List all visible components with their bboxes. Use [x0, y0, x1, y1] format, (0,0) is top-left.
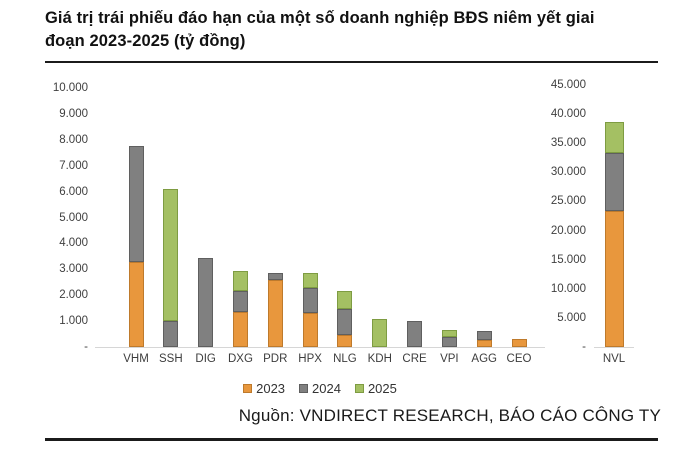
bar-NLG — [337, 291, 352, 347]
axis-baseline-nvl — [594, 347, 634, 348]
y-tick-label-main: 9.000 — [59, 107, 88, 120]
bar-segment-2023-AGG — [477, 340, 492, 347]
y-tick-label-main: 1.000 — [59, 315, 88, 328]
x-tick-label-DXG: DXG — [227, 353, 253, 365]
chart-title: Giá trị trái phiếu đáo hạn của một số doanh nghiệp BĐS niêm yết giai đoạn 2023-2025 (tỷ đồng) — [45, 9, 595, 50]
y-tick-label-main: 8.000 — [59, 133, 88, 146]
legend-swatch-2025 — [355, 384, 364, 393]
bar-segment-2023-DXG — [233, 312, 248, 347]
y-tick-label-main: - — [84, 341, 88, 353]
bar-DIG — [198, 258, 213, 347]
x-tick-label-HPX: HPX — [298, 353, 322, 365]
bar-segment-2024-SSH — [163, 321, 178, 347]
source-note: Nguồn: VNDIRECT RESEARCH, BÁO CÁO CÔNG TY — [238, 406, 661, 425]
bar-segment-2023-NLG — [337, 335, 352, 347]
bar-AGG — [477, 331, 492, 347]
x-tick-label-CEO: CEO — [506, 353, 532, 365]
x-tick-label-NLG: NLG — [333, 353, 357, 365]
x-tick-label-NVL: NVL — [602, 353, 626, 365]
bar-CRE — [407, 321, 422, 347]
bar-segment-2025-HPX — [303, 273, 318, 289]
bar-segment-2024-DXG — [233, 291, 248, 312]
bar-VHM — [129, 146, 144, 347]
bar-segment-2024-NLG — [337, 309, 352, 335]
bar-PDR — [268, 273, 283, 347]
title-underline — [45, 61, 658, 63]
y-tick-label-main: 3.000 — [59, 263, 88, 276]
bottom-rule — [45, 438, 658, 441]
x-tick-label-KDH: KDH — [367, 353, 392, 365]
bar-segment-2025-SSH — [163, 189, 178, 321]
legend-label-2024: 2024 — [312, 381, 341, 396]
bar-segment-2025-VPI — [442, 330, 457, 337]
y-tick-label-nvl: 10.000 — [550, 282, 586, 295]
x-tick-label-DIG: DIG — [195, 353, 216, 365]
x-tick-label-PDR: PDR — [263, 353, 288, 365]
y-tick-label-nvl: 45.000 — [550, 79, 586, 91]
y-tick-label-main: 2.000 — [59, 289, 88, 302]
bar-VPI — [442, 330, 457, 347]
y-tick-label-nvl: 30.000 — [550, 166, 586, 179]
bar-segment-2023-VHM — [129, 262, 144, 347]
bar-CEO — [512, 339, 527, 347]
axis-baseline-main — [95, 347, 545, 348]
bar-segment-2024-CRE — [407, 321, 422, 347]
bar-segment-2023-HPX — [303, 313, 318, 347]
bar-segment-2025-DXG — [233, 271, 248, 290]
bar-segment-2024-AGG — [477, 331, 492, 340]
bar-segment-2024-DIG — [198, 258, 213, 347]
bar-segment-2025-NLG — [337, 291, 352, 309]
x-tick-label-VPI: VPI — [440, 353, 459, 365]
legend-item-2023 — [243, 381, 285, 396]
bar-segment-2025-KDH — [372, 319, 387, 347]
x-tick-label-VHM: VHM — [123, 353, 149, 365]
x-tick-label-SSH: SSH — [158, 353, 183, 365]
y-tick-label-main: 5.000 — [59, 211, 88, 224]
legend-label-2023: 2023 — [256, 381, 286, 396]
bar-DXG — [233, 271, 248, 347]
y-tick-label-main: 6.000 — [59, 185, 88, 198]
bar-segment-2024-VHM — [129, 146, 144, 261]
bar-KDH — [372, 319, 387, 347]
bar-segment-2024-VPI — [442, 337, 457, 347]
y-tick-label-main: 10.000 — [52, 82, 88, 94]
bar-HPX — [303, 273, 318, 347]
y-tick-label-nvl: 20.000 — [550, 224, 586, 237]
legend-item-2024 — [299, 381, 341, 396]
bar-segment-2023-PDR — [268, 280, 283, 347]
bar-segment-2024-HPX — [303, 288, 318, 313]
y-tick-label-main: 7.000 — [59, 159, 88, 172]
y-tick-label-nvl: - — [582, 341, 586, 353]
x-tick-label-CRE: CRE — [402, 353, 427, 365]
bar-NVL — [605, 122, 624, 347]
legend-swatch-2024 — [299, 384, 308, 393]
legend-label-2025: 2025 — [367, 381, 397, 396]
y-tick-label-nvl: 25.000 — [550, 195, 586, 208]
bar-segment-2024-NVL — [605, 153, 624, 212]
legend-item-2025 — [355, 381, 397, 396]
y-tick-label-main: 4.000 — [59, 237, 88, 250]
bar-SSH — [163, 189, 178, 347]
y-tick-label-nvl: 5.000 — [557, 311, 586, 324]
chart-legend — [150, 381, 490, 396]
bar-segment-2025-NVL — [605, 122, 624, 153]
y-tick-label-nvl: 40.000 — [550, 108, 586, 121]
x-tick-label-AGG: AGG — [471, 353, 497, 365]
bar-segment-2023-CEO — [512, 339, 527, 347]
bar-segment-2023-NVL — [605, 211, 624, 347]
y-tick-label-nvl: 35.000 — [550, 137, 586, 150]
legend-swatch-2023 — [243, 384, 252, 393]
y-tick-label-nvl: 15.000 — [550, 253, 586, 266]
